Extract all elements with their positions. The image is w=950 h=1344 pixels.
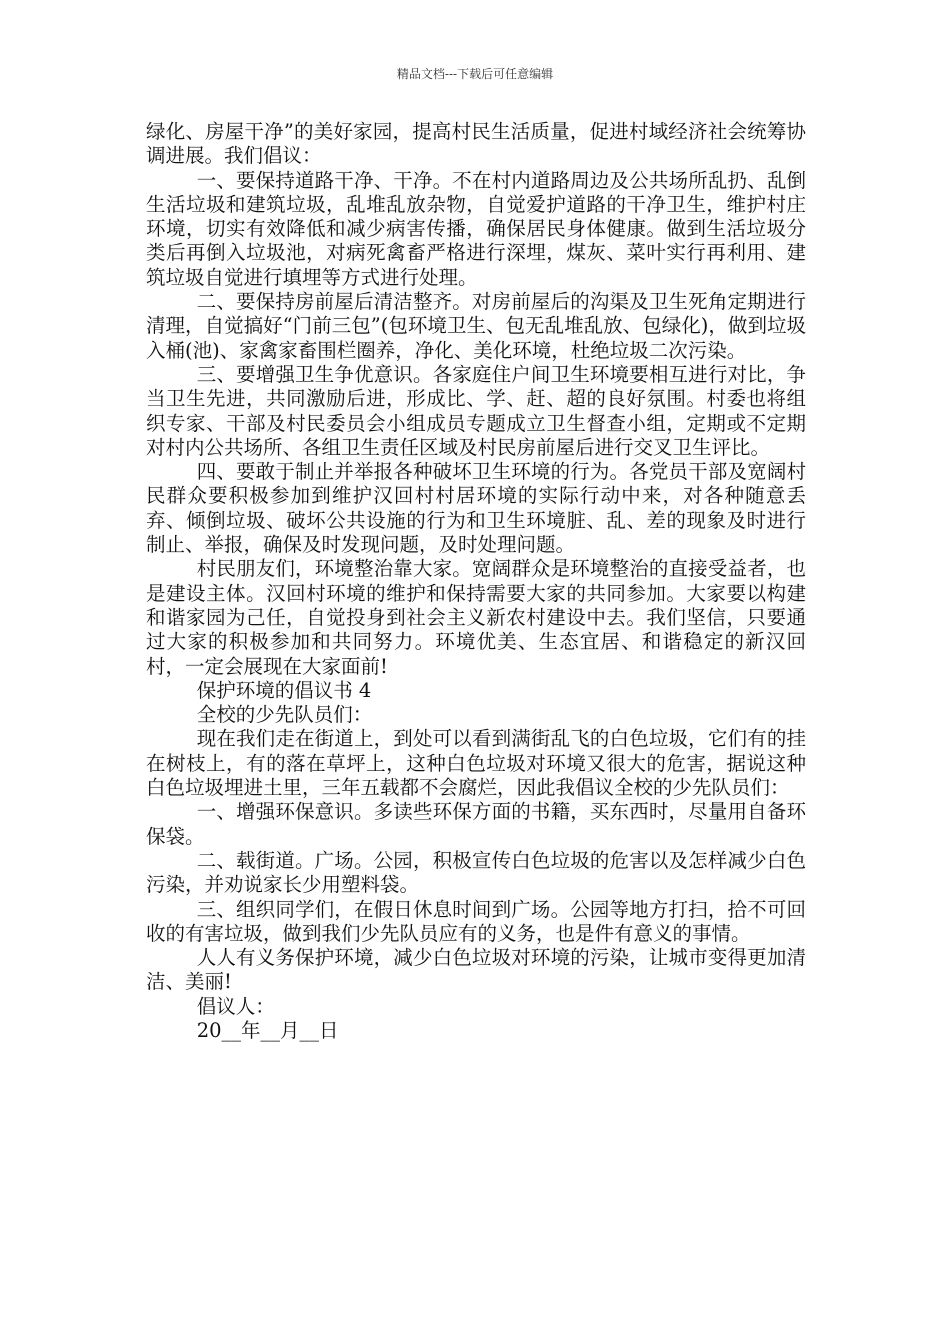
paragraph-proposal-4: 四、要敢于制止并举报各种破坏卫生环境的行为。各党员干部及宽阔村民群众要积极参加到维护汉回村村居环境的实际行动中来，对各种随意丢弃、倾倒垃圾、破坏公共设施的行为和卫生环境脏、乱、差的现象及时进行制止、举报，确保及时发现问题，及时处理问题。 <box>146 460 806 557</box>
paragraph-item-1: 一、增强环保意识。多读些环保方面的书籍，买东西时，尽量用自备环保袋。 <box>146 800 806 848</box>
salutation: 全校的少先队员们： <box>196 703 373 727</box>
date-line: 20__年__月__日 <box>196 1018 339 1042</box>
paragraph-proposal-2: 二、要保持房前屋后清洁整齐。对房前屋后的沟渠及卫生死角定期进行清理，自觉搞好“门前三包”(包环境卫生、包无乱堆乱放、包绿化)，做到垃圾入桶(池)、家禽家畜围栏圈养，净化、美化环境，杜绝垃圾二次污染。 <box>146 290 806 362</box>
document-body <box>146 120 806 1043</box>
paragraph-item-3: 三、组织同学们，在假日休息时间到广场。公园等地方打扫，拾不可回收的有害垃圾，做到我们少先队员应有的义务，也是件有意义的事情。 <box>146 897 806 945</box>
paragraph-proposal-1: 一、要保持道路干净、干净。不在村内道路周边及公共场所乱扔、乱倒生活垃圾和建筑垃圾，乱堆乱放杂物，自觉爱护道路的干净卫生，维护村庄环境，切实有效降低和减少病害传播，确保居民身体健康。做到生活垃圾分类后再倒入垃圾池，对病死禽畜严格进行深埋，煤灰、菜叶实行再利用、建筑垃圾自觉进行填埋等方式进行处理。 <box>146 168 806 289</box>
paragraph-intro-continuation: 绿化、房屋干净”的美好家园，提高村民生活质量，促进村域经济社会统筹协调进展。我们倡议： <box>146 120 806 168</box>
paragraph-closing: 村民朋友们，环境整治靠大家。宽阔群众是环境整治的直接受益者，也是建设主体。汉回村环境的维护和保持需要大家的共同参加。大家要以构建和谐家园为己任，自觉投身到社会主义新农村建设中去。我们坚信，只要通过大家的积极参加和共同努力。环境优美、生态宜居、和谐稳定的新汉回村，一定会展现在大家面前! <box>146 557 806 678</box>
paragraph-proposal-3: 三、要增强卫生争优意识。各家庭住户间卫生环境要相互进行对比，争当卫生先进，共同激励后进，形成比、学、赶、超的良好氛围。村委也将组织专家、干部及村民委员会小组成员专题成立卫生督查小组，定期或不定期对村内公共场所、各组卫生责任区域及村民房前屋后进行交叉卫生评比。 <box>146 362 806 459</box>
signature-label: 倡议人： <box>196 994 275 1018</box>
paragraph-conclusion: 人人有义务保护环境，减少白色垃圾对环境的污染，让城市变得更加清洁、美丽! <box>146 946 806 994</box>
paragraph-situation: 现在我们走在街道上，到处可以看到满街乱飞的白色垃圾，它们有的挂在树枝上，有的落在草坪上，这种白色垃圾对环境又很大的危害，据说这种白色垃圾埋进土里，三年五载都不会腐烂，因此我倡议全校的少先队员们： <box>146 727 806 800</box>
paragraph-item-2: 二、载街道。广场。公园，积极宣传白色垃圾的危害以及怎样减少白色污染，并劝说家长少用塑料袋。 <box>146 848 806 897</box>
page-header: 精品文档---下载后可任意编辑 <box>396 67 554 81</box>
section-title: 保护环境的倡议书 4 <box>196 678 372 702</box>
